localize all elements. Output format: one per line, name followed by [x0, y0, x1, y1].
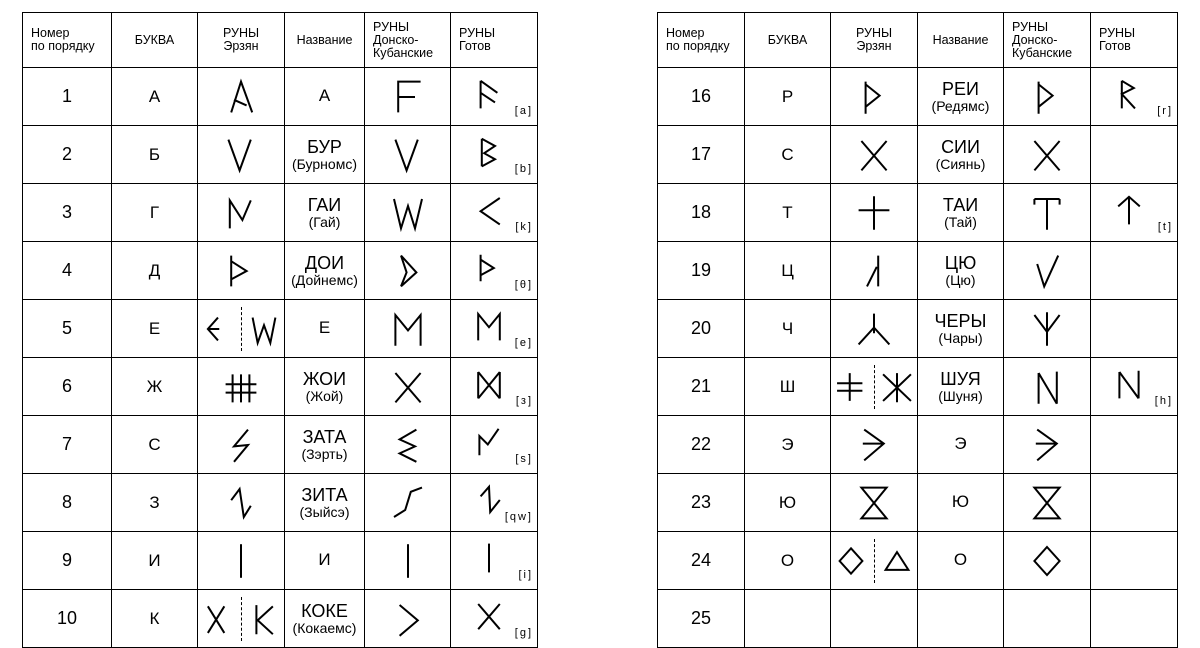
erzya-rune-cell [831, 126, 918, 184]
rune-name-main: Ю [951, 492, 970, 512]
rune-don-d-icon [387, 250, 429, 292]
don-rune-cell [365, 590, 451, 648]
erzya-rune-cell [198, 532, 285, 590]
rune-don-zz-icon [387, 424, 429, 466]
rune-goth-t-icon [1111, 190, 1147, 230]
header-goth [1091, 13, 1178, 68]
rune-name [285, 68, 365, 126]
header-erzya-line2: Эрзян [856, 39, 892, 53]
rune-name-main: ЦЮ [944, 252, 977, 273]
header-number-line1: Номер [666, 26, 705, 40]
row-number: 16 [658, 68, 745, 126]
rune-pair-divider [241, 597, 242, 641]
goth-rune-cell [451, 474, 538, 532]
goth-rune-cell [451, 590, 537, 647]
rune-name-main: И [318, 550, 331, 570]
header-erzya [198, 13, 285, 68]
header-name: Название [285, 13, 365, 68]
rune-goth-k-icon [471, 190, 507, 230]
sound-label: [b] [514, 163, 533, 175]
header-don-line2: Донско- [1012, 32, 1058, 47]
row-letter: З [112, 474, 198, 532]
row-number: 20 [658, 300, 745, 358]
rune-name [918, 300, 1004, 358]
table-row [658, 416, 1178, 474]
rune-name-sub: (Бурномс) [292, 155, 357, 172]
goth-rune-cell [1091, 532, 1178, 590]
rune-name-sub: (Гай) [308, 213, 341, 230]
don-rune-cell [1004, 242, 1091, 300]
row-letter: Э [745, 416, 831, 474]
don-rune-cell [1004, 590, 1091, 648]
don-rune-cell [365, 416, 451, 474]
rune-don-diamond-icon [1026, 540, 1068, 582]
erzya-rune-cell [831, 590, 918, 648]
rune-name-main: А [318, 86, 331, 106]
rune-don-tsv-icon [1026, 250, 1068, 292]
row-number: 10 [23, 590, 112, 648]
row-number: 23 [658, 474, 745, 532]
rune-name [918, 126, 1004, 184]
rune-don-zi2-icon [387, 482, 429, 524]
rune-name [918, 184, 1004, 242]
goth-rune-cell [1091, 126, 1178, 184]
rune-don-x-icon [1026, 134, 1068, 176]
rune-pair [831, 365, 917, 409]
erzya-rune-cell [198, 68, 285, 126]
row-letter: Ж [112, 358, 198, 416]
erzya-rune-cell [198, 184, 285, 242]
goth-rune-cell [1091, 242, 1178, 300]
row-letter: С [745, 126, 831, 184]
table-row [658, 358, 1178, 416]
don-rune-cell [365, 532, 451, 590]
row-letter: Ю [745, 474, 831, 532]
row-letter: Р [745, 68, 831, 126]
rune-goth-r-icon [1111, 74, 1147, 114]
goth-rune-cell [451, 300, 537, 357]
don-rune-cell [365, 358, 451, 416]
rune-don-arrow-icon [1026, 424, 1068, 466]
rune-sh_l-icon [832, 366, 870, 408]
rune-pair [831, 539, 917, 583]
don-rune-cell [1004, 68, 1091, 126]
erzya-rune-cell [198, 126, 285, 184]
table-body [23, 68, 538, 648]
erzya-rune-cell [831, 532, 918, 590]
sound-label: [g] [514, 627, 533, 639]
rune-name [285, 184, 365, 242]
header-name: Название [918, 13, 1004, 68]
goth-rune-cell [451, 184, 538, 242]
table-header [658, 13, 1178, 68]
rune-a-icon [220, 76, 262, 118]
rune-name [285, 474, 365, 532]
goth-rune-cell [1091, 68, 1178, 126]
row-number: 9 [23, 532, 112, 590]
goth-rune-cell [451, 68, 537, 125]
erzya-rune-cell [831, 242, 918, 300]
table-row [658, 126, 1178, 184]
rune-ch-icon [853, 308, 895, 350]
goth-rune-cell [451, 532, 537, 589]
goth-rune-cell [451, 242, 538, 300]
table-row [658, 300, 1178, 358]
rune-thorn-icon [220, 250, 262, 292]
rune-goth-qw-icon [471, 480, 507, 520]
header-don [1004, 13, 1091, 68]
sound-label: [a] [514, 105, 533, 117]
don-rune-cell [1004, 358, 1091, 416]
row-number: 7 [23, 416, 112, 474]
goth-rune-cell [451, 126, 538, 184]
goth-rune-cell [1091, 68, 1177, 125]
rune-goth-b-icon [471, 132, 507, 172]
rune-pair-divider [241, 307, 242, 351]
don-rune-cell [1004, 300, 1091, 358]
erzya-rune-cell [198, 242, 285, 300]
rune-plus-icon [853, 192, 895, 234]
sound-label: [h] [1154, 395, 1173, 407]
rune-name [285, 300, 365, 358]
rune-name [285, 532, 365, 590]
rune-goth-m-icon [471, 306, 507, 346]
header-goth-line1: РУНЫ [1099, 26, 1136, 40]
goth-rune-cell [1091, 358, 1178, 416]
rune-goth-a-icon [471, 74, 507, 114]
rune-goth-x-icon [471, 596, 507, 636]
rune-name-main: ДОИ [304, 252, 345, 273]
header-goth [451, 13, 538, 68]
sound-label: [s] [515, 453, 533, 465]
erzya-rune-cell [831, 358, 918, 416]
rune-e_r-icon [245, 308, 283, 350]
row-letter: К [112, 590, 198, 648]
row-number: 18 [658, 184, 745, 242]
rune-v-icon [220, 134, 262, 176]
row-letter: А [112, 68, 198, 126]
erzya-rune-cell [198, 416, 285, 474]
header-goth-line2: Готов [459, 39, 491, 53]
rune-ts-icon [853, 250, 895, 292]
goth-rune-cell [1091, 590, 1178, 648]
header-don-line1: РУНЫ [373, 19, 410, 34]
rune-name-main: СИИ [941, 136, 980, 157]
goth-rune-cell [451, 126, 537, 183]
rune-name-sub: (Дойнемс) [291, 271, 358, 288]
erzya-rune-cell [831, 300, 918, 358]
rune-name [918, 68, 1004, 126]
table-row [658, 68, 1178, 126]
goth-rune-cell [451, 358, 538, 416]
erzya-rune-cell [831, 184, 918, 242]
erzya-rune-cell [198, 590, 285, 648]
rune-pair [198, 307, 284, 351]
rune-xk_l-icon [199, 598, 237, 640]
rune-x-icon [853, 134, 895, 176]
goth-rune-cell [451, 242, 537, 299]
don-rune-cell [1004, 532, 1091, 590]
row-letter: И [112, 532, 198, 590]
row-number: 24 [658, 532, 745, 590]
rune-zh-icon [220, 366, 262, 408]
table-row [658, 590, 1178, 648]
header-number-line2: по порядку [666, 39, 730, 53]
goth-rune-cell [451, 532, 538, 590]
rune-don-sh-icon [1026, 366, 1068, 408]
rune-don-gt-icon [387, 598, 429, 640]
table-row [658, 184, 1178, 242]
rune-hour-icon [853, 482, 895, 524]
table-row [658, 242, 1178, 300]
row-number: 17 [658, 126, 745, 184]
rune-xk_r-icon [245, 598, 283, 640]
sound-label: [k] [515, 221, 533, 233]
table-body [658, 68, 1178, 648]
row-number: 22 [658, 416, 745, 474]
erzya-rune-cell [831, 416, 918, 474]
erzya-rune-cell [831, 474, 918, 532]
rune-p-icon [853, 76, 895, 118]
table-header [23, 13, 538, 68]
rune-don-m-icon [387, 308, 429, 350]
goth-rune-cell [1091, 184, 1177, 241]
rune-goth-s-icon [471, 422, 507, 462]
row-number: 1 [23, 68, 112, 126]
row-number: 8 [23, 474, 112, 532]
row-number: 3 [23, 184, 112, 242]
row-letter: С [112, 416, 198, 474]
don-rune-cell [365, 184, 451, 242]
rune-pair [198, 597, 284, 641]
goth-rune-cell [451, 184, 537, 241]
erzya-rune-cell [198, 474, 285, 532]
header-number [23, 13, 112, 68]
rune-name [918, 532, 1004, 590]
rune-pair-divider [874, 365, 875, 409]
rune-name-main: ТАИ [942, 194, 979, 215]
goth-rune-cell [1091, 474, 1178, 532]
rune-name [918, 416, 1004, 474]
table-row [23, 416, 538, 474]
table-row [658, 532, 1178, 590]
rune-name-sub: (Зэрть) [301, 445, 348, 462]
rune-name-main: ГАИ [307, 194, 342, 215]
header-number [658, 13, 745, 68]
sound-label: [e] [514, 337, 533, 349]
rune-don-w-icon [387, 192, 429, 234]
rune-name [285, 416, 365, 474]
header-goth-line2: Готов [1099, 39, 1131, 53]
rune-don-a-icon [387, 76, 429, 118]
rune-name [918, 242, 1004, 300]
header-letter: БУКВА [745, 13, 831, 68]
rune-name [285, 358, 365, 416]
row-letter: Д [112, 242, 198, 300]
row-letter: О [745, 532, 831, 590]
don-rune-cell [1004, 126, 1091, 184]
header-don [365, 13, 451, 68]
row-number: 4 [23, 242, 112, 300]
rune-e_l-icon [199, 308, 237, 350]
rune-name-main: О [953, 550, 968, 570]
row-number: 19 [658, 242, 745, 300]
row-letter: Т [745, 184, 831, 242]
table-row [23, 474, 538, 532]
rune-don-y-icon [1026, 308, 1068, 350]
goth-rune-cell [451, 68, 538, 126]
header-erzya-line1: РУНЫ [222, 26, 260, 40]
table-row [23, 242, 538, 300]
header-goth-line1: РУНЫ [459, 26, 496, 40]
row-letter: Г [112, 184, 198, 242]
row-letter: Е [112, 300, 198, 358]
rune-zi-icon [220, 482, 262, 524]
sound-label: [qw] [504, 511, 533, 523]
rune-don-x-icon [387, 366, 429, 408]
row-letter: Ч [745, 300, 831, 358]
row-letter: Ш [745, 358, 831, 416]
rune-pair-divider [874, 539, 875, 583]
table-row [23, 532, 538, 590]
don-rune-cell [365, 300, 451, 358]
table-row [23, 300, 538, 358]
row-letter: Б [112, 126, 198, 184]
table-row [23, 126, 538, 184]
rune-name [918, 590, 1004, 648]
erzya-rune-cell [198, 358, 285, 416]
rune-name-sub: (Чары) [938, 329, 983, 346]
sound-label: [r] [1157, 105, 1173, 117]
sound-label: [з] [515, 395, 533, 407]
rune-goth-i-icon [471, 538, 507, 578]
rune-table-left [22, 12, 538, 648]
rune-name [918, 358, 1004, 416]
goth-rune-cell [451, 416, 537, 473]
don-rune-cell [365, 242, 451, 300]
rune-g-icon [220, 192, 262, 234]
rune-name-main: РЕИ [942, 78, 979, 99]
rune-don-p-icon [1026, 76, 1068, 118]
rune-name-sub: (Зыйсэ) [299, 503, 350, 520]
rune-name [285, 242, 365, 300]
rune-name-main: ЗАТА [302, 426, 347, 447]
rune-name [285, 590, 365, 648]
row-number: 2 [23, 126, 112, 184]
rune-don-hour-icon [1026, 482, 1068, 524]
rune-name [285, 126, 365, 184]
goth-rune-cell [451, 474, 537, 531]
rune-name [918, 474, 1004, 532]
header-erzya [831, 13, 918, 68]
table-row [23, 184, 538, 242]
table-row [658, 474, 1178, 532]
rune-name-sub: (Тай) [944, 213, 977, 230]
rune-name-sub: (Кокаемс) [292, 619, 357, 636]
header-letter: БУКВА [112, 13, 198, 68]
rune-name-main: ЧЕРЫ [934, 310, 987, 331]
rune-name-main: ЗИТА [301, 484, 348, 505]
table-row [23, 358, 538, 416]
erzya-rune-cell [831, 68, 918, 126]
rune-name-main: ЖОИ [302, 368, 347, 389]
don-rune-cell [1004, 184, 1091, 242]
rune-name-sub: (Цю) [945, 271, 976, 288]
rune-name-main: КОКЕ [301, 600, 348, 621]
goth-rune-cell [1091, 300, 1178, 358]
rune-i-icon [220, 540, 262, 582]
header-don-line3: Кубанские [373, 45, 434, 60]
rune-name-main: Э [954, 434, 967, 454]
row-number: 21 [658, 358, 745, 416]
don-rune-cell [365, 474, 451, 532]
table-row [23, 590, 538, 648]
goth-rune-cell [1091, 184, 1178, 242]
rune-arrow-icon [853, 424, 895, 466]
goth-rune-cell [1091, 358, 1177, 415]
don-rune-cell [365, 126, 451, 184]
rune-don-i-icon [387, 540, 429, 582]
header-number-line2: по порядку [31, 39, 95, 53]
rune-goth-dag-icon [471, 364, 507, 404]
goth-rune-cell [451, 300, 538, 358]
rune-don-v-icon [387, 134, 429, 176]
row-letter [745, 590, 831, 648]
header-erzya-line2: Эрзян [223, 39, 259, 53]
rune-tri-icon [878, 540, 916, 582]
sound-label: [θ] [514, 279, 533, 291]
goth-rune-cell [451, 590, 538, 648]
erzya-rune-cell [198, 300, 285, 358]
sound-label: [t] [1157, 221, 1173, 233]
rune-sh_r-icon [878, 366, 916, 408]
rune-name-main: БУР [307, 136, 342, 157]
don-rune-cell [1004, 474, 1091, 532]
goth-rune-cell [451, 416, 538, 474]
rune-name-sub: (Сиянь) [935, 155, 986, 172]
header-erzya-line1: РУНЫ [855, 26, 893, 40]
header-don-line1: РУНЫ [1012, 19, 1049, 34]
rune-name-main: ШУЯ [940, 368, 981, 389]
row-letter: Ц [745, 242, 831, 300]
table-row [23, 68, 538, 126]
rune-name-sub: (Жой) [305, 387, 344, 404]
row-number: 25 [658, 590, 745, 648]
don-rune-cell [365, 68, 451, 126]
row-number: 5 [23, 300, 112, 358]
header-number-line1: Номер [31, 26, 70, 40]
rune-don-tt-icon [1026, 192, 1068, 234]
header-don-line2: Донско- [373, 32, 419, 47]
rune-diamond-icon [832, 540, 870, 582]
row-number: 6 [23, 358, 112, 416]
rune-goth-thorn-icon [471, 248, 507, 288]
rune-z-icon [220, 424, 262, 466]
rune-goth-h-icon [1111, 364, 1147, 404]
goth-rune-cell [451, 358, 537, 415]
goth-rune-cell [1091, 416, 1178, 474]
rune-name-main: Е [318, 318, 331, 338]
rune-table-right [657, 12, 1178, 648]
don-rune-cell [1004, 416, 1091, 474]
rune-name-sub: (Редямс) [931, 97, 990, 114]
sound-label: [i] [518, 569, 533, 581]
rune-name-sub: (Шуня) [938, 387, 983, 404]
header-don-line3: Кубанские [1012, 45, 1073, 60]
